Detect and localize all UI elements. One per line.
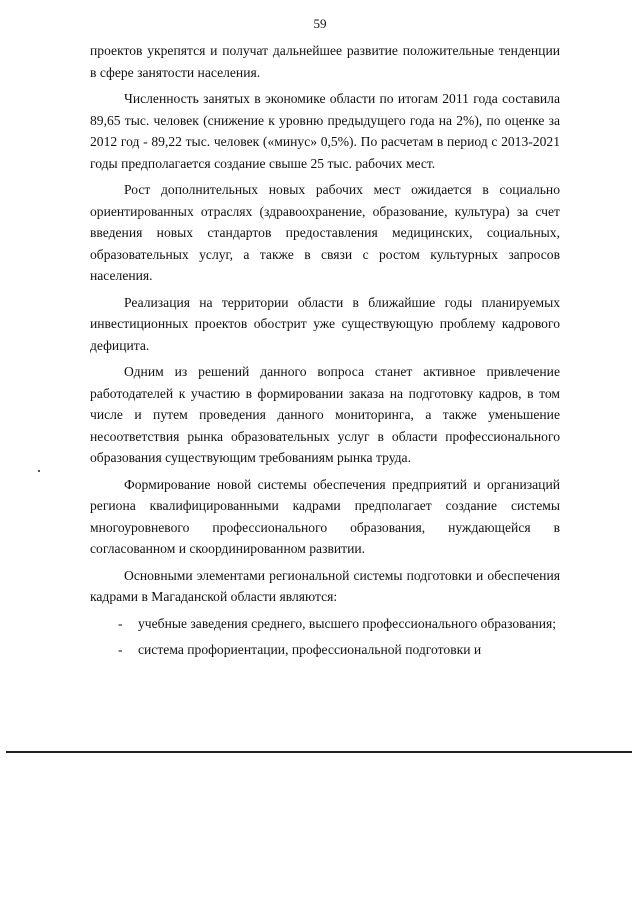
paragraph-6: Формирование новой системы обеспечения предприятий и организаций региона квалифицированными кадрами предполагает создание системы многоуровневого профессионального образования, нуждающейся в согласованном и скоординированном развитии.: [90, 476, 560, 556]
bottom-rule: [6, 751, 632, 753]
list-item-text: система профориентации, профессиональной подготовки и: [138, 642, 482, 657]
page-number: 59: [313, 16, 327, 31]
list-item-text: учебные заведения среднего, высшего профессионального образования;: [138, 615, 557, 631]
list-item-1: [90, 613, 560, 635]
paragraph-4: Реализация на территории области в ближайшие годы планируемых инвестиционных проектов обострит уже существующую проблему кадрового дефицита.: [90, 294, 560, 353]
paragraph-7: Основными элементами региональной системы подготовки и обеспечения кадрами в Магаданской области являются:: [90, 567, 560, 604]
list-dash: -: [118, 615, 123, 631]
paragraph-2: Численность занятых в экономике области по итогам 2011 года составила 89,65 тыс. человек (снижение к уровню предыдущего года на 2%), по оценке за 2012 год - 89,22 тыс. человек («минус» 0,5%). По расчетам в период с 2013-2021 годы предполагается создание свыше 25 тыс. рабочих мест.: [90, 91, 560, 171]
document-body: [90, 40, 560, 666]
paragraph-5: Одним из решений данного вопроса станет активное привлечение работодателей к участию в формировании заказа на подготовку кадров, в том числе и путем проведения данного мониторинга, а также уменьшение несоответствия рынка образовательных услуг в области профессионального образования существующим требованиям рынка труда.: [90, 364, 560, 465]
list-item-2: [90, 639, 560, 661]
paragraph-1: проектов укрепятся и получат дальнейшее развитие положительные тенденции в сфере занятости населения.: [90, 43, 560, 80]
list-dash: -: [118, 642, 123, 657]
scan-speck: [38, 470, 40, 472]
paragraph-3: Рост дополнительных новых рабочих мест ожидается в социально ориентированных отраслях (здравоохранение, образование, культура) за счет введения новых стандартов предоставления медицинских, социальных, образовательных услуг, а также в связи с ростом культурных запросов населения.: [90, 182, 560, 283]
